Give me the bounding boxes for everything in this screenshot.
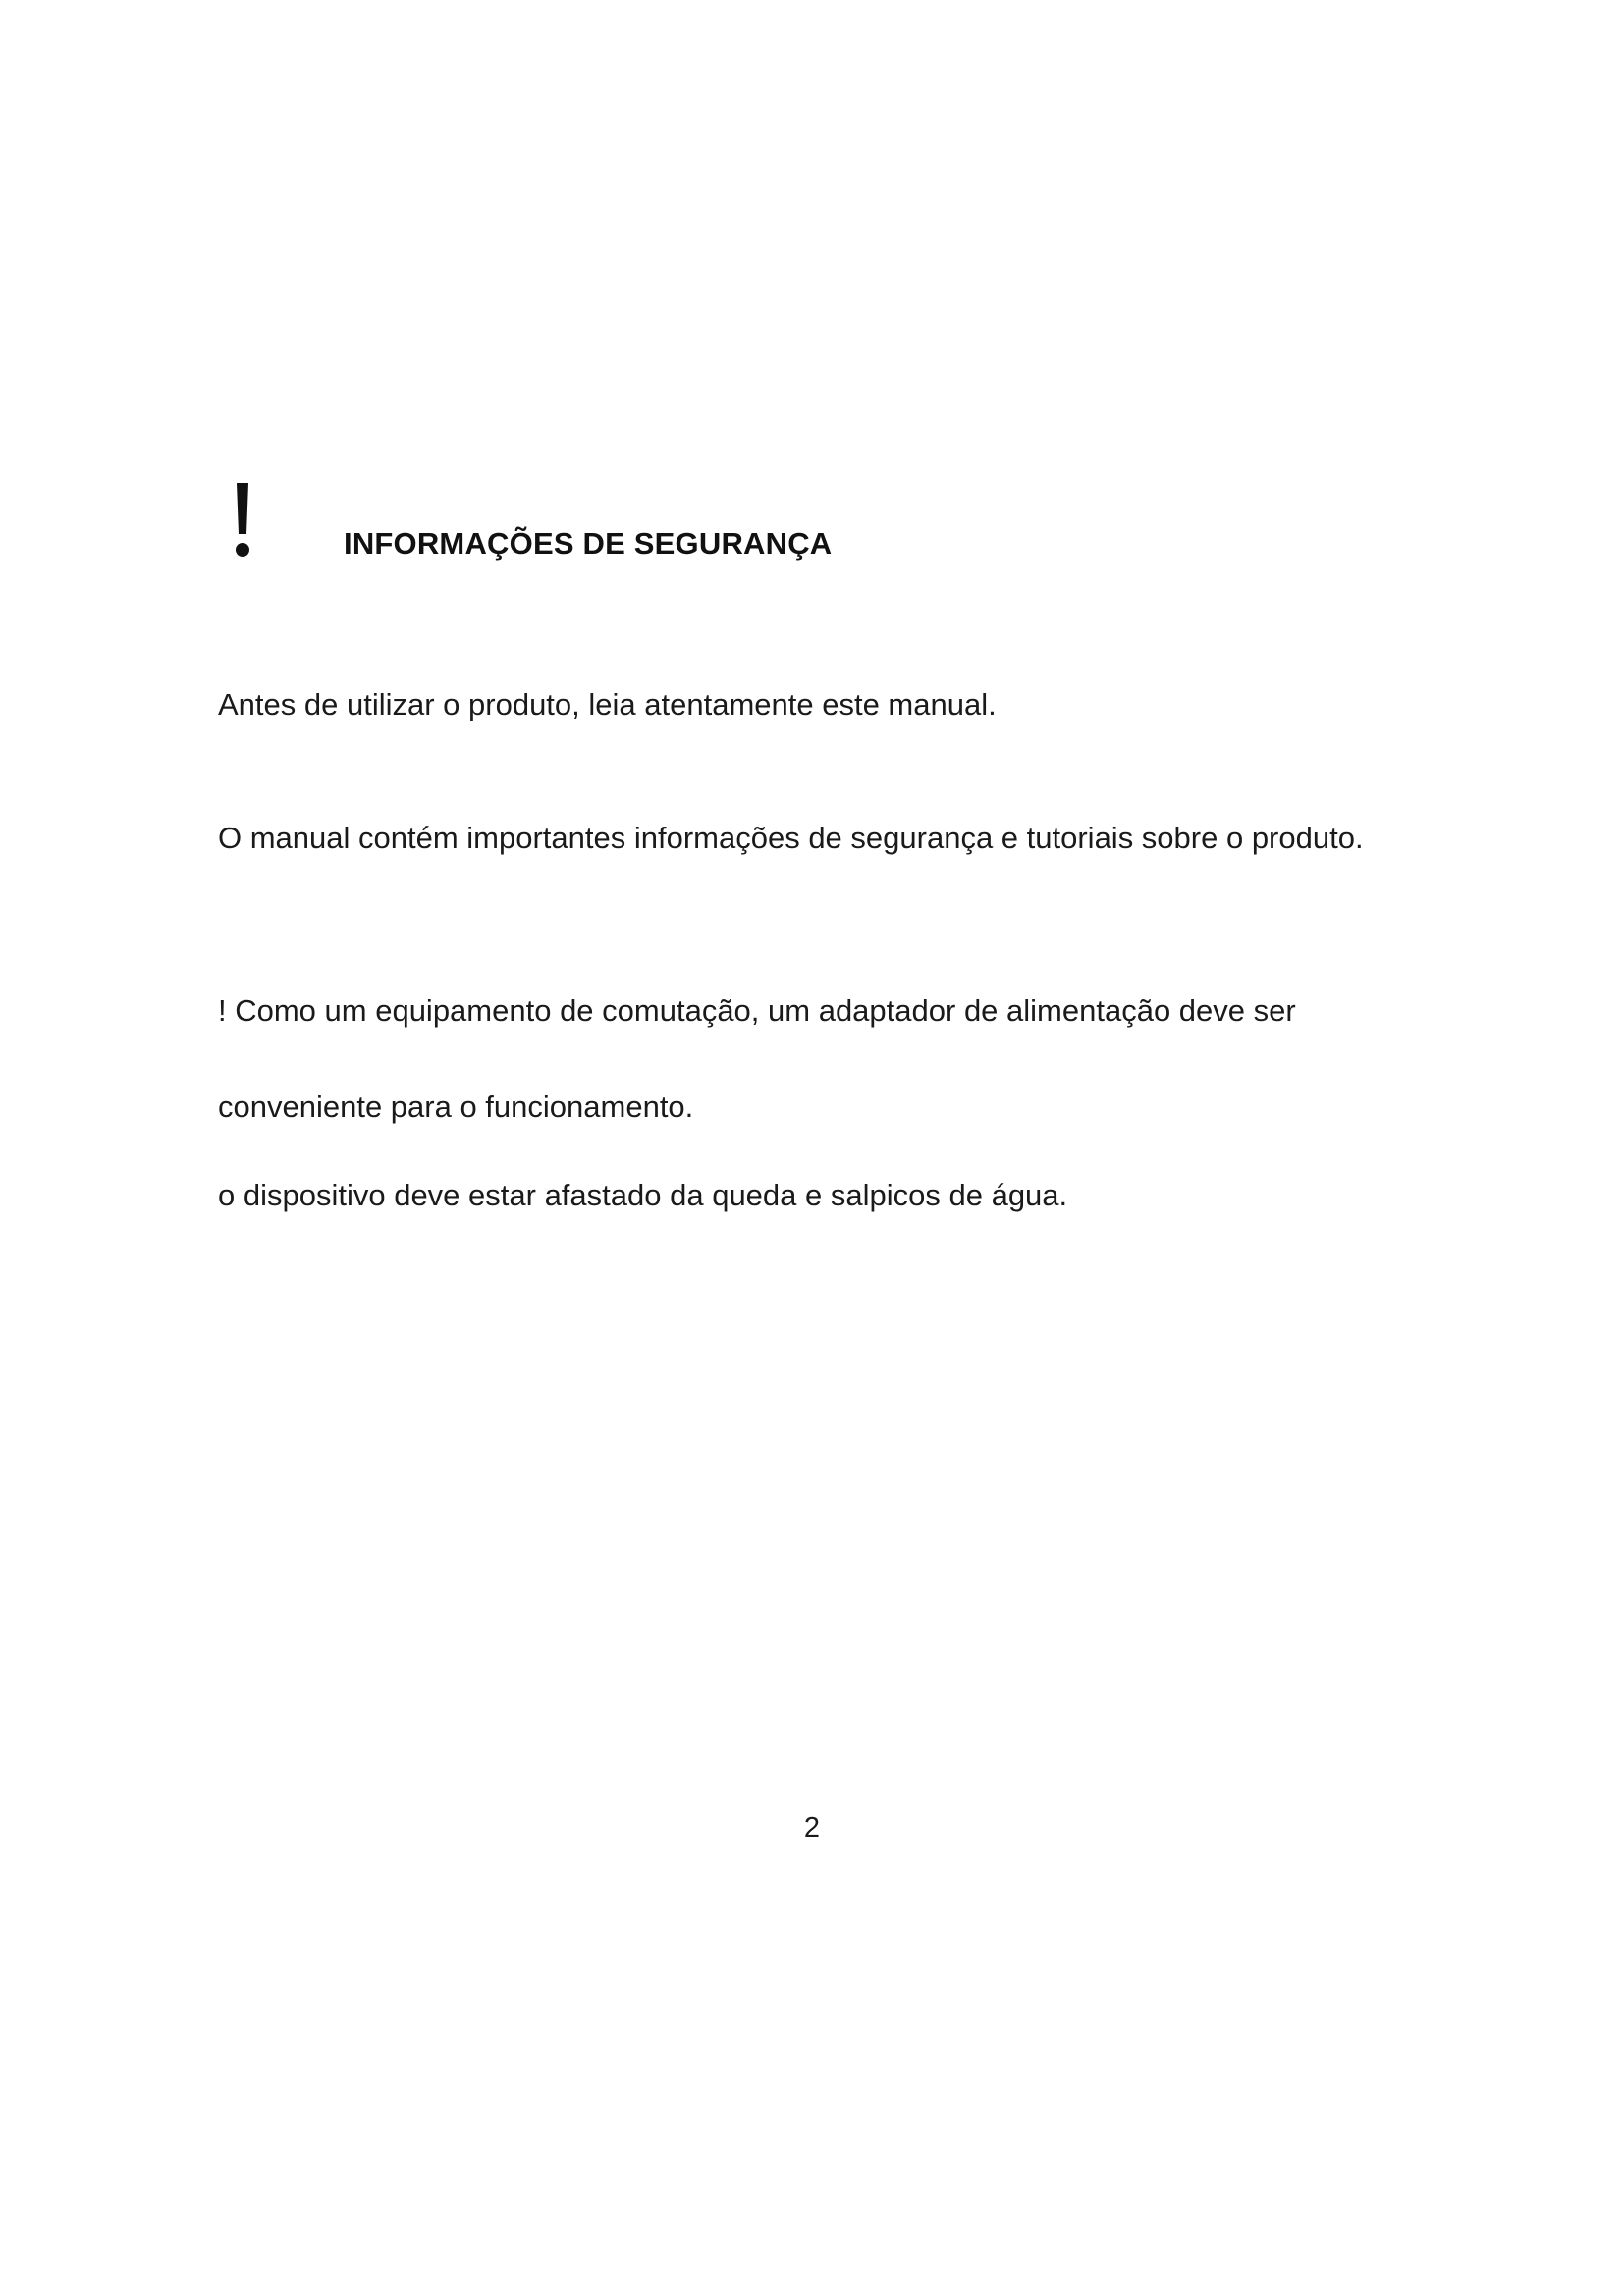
paragraph-manual-contents: O manual contém importantes informações de segurança e tutoriais sobre o produto. (218, 821, 1364, 855)
exclamation-icon (228, 483, 257, 560)
paragraph-water-warning: o dispositivo deve estar afastado da queda e salpicos de água. (218, 1178, 1068, 1212)
paragraph-intro: Antes de utilizar o produto, leia atentamente este manual. (218, 687, 997, 721)
paragraph-power-adapter: ! Como um equipamento de comutação, um adaptador de alimentação deve ser (218, 993, 1296, 1028)
page-number: 2 (803, 1812, 821, 1843)
section-heading: INFORMAÇÕES DE SEGURANÇA (344, 526, 833, 561)
paragraph-power-adapter-cont: conveniente para o funcionamento. (218, 1090, 694, 1124)
